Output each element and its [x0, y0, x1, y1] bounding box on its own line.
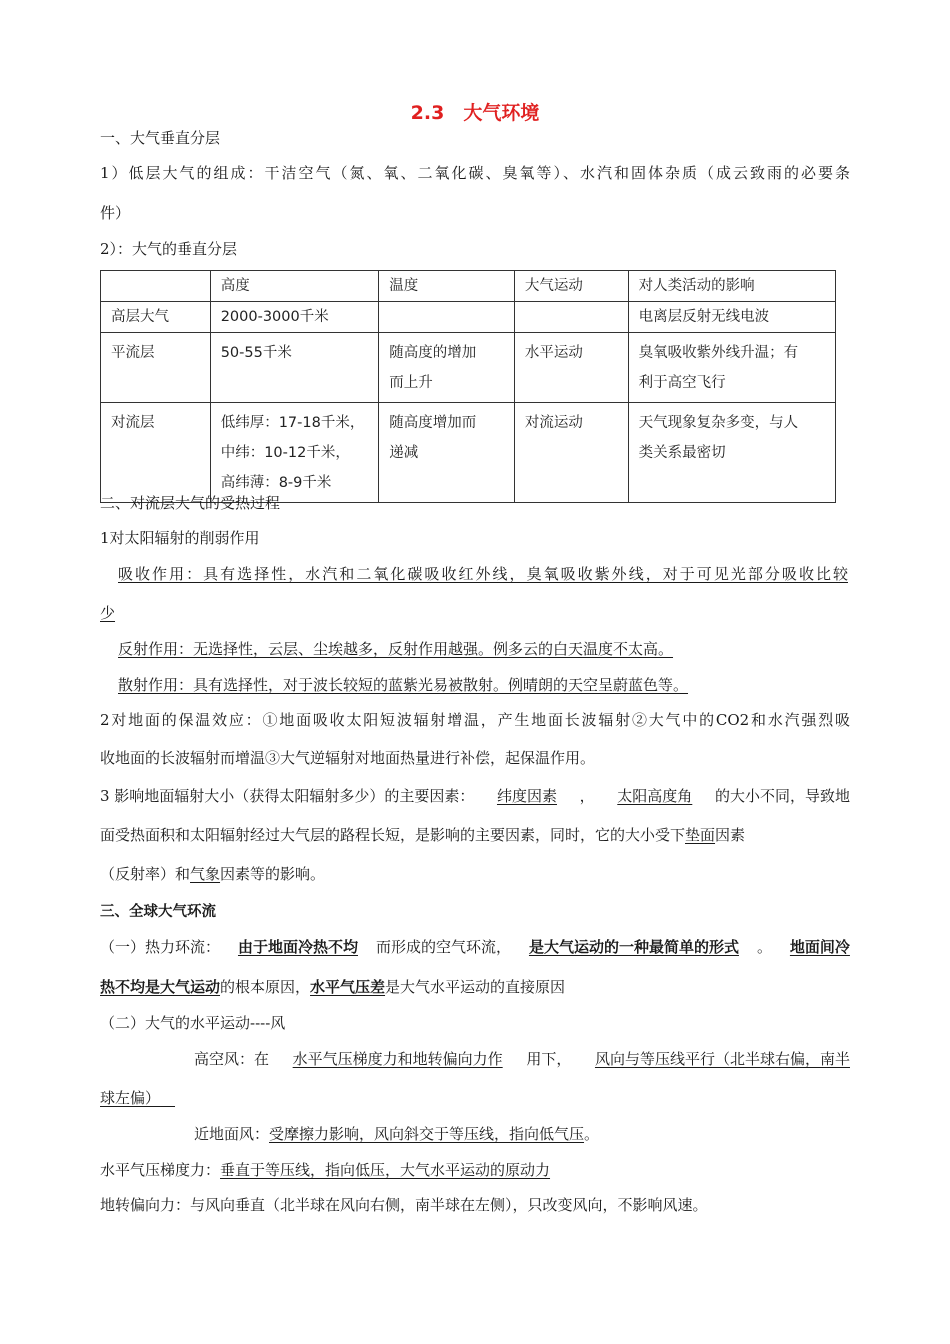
text-run: 是大气水平运动的直接原因	[385, 978, 566, 996]
text-run: 用下，	[526, 1050, 572, 1068]
table-cell	[379, 333, 515, 403]
paragraph-composition: 1）低层大气的组成：干洁空气（氮、氧、二氧化碳、臭氧等）、水汽和固体杂质（成云致雨的必要条	[100, 164, 850, 182]
cell-line: 递减	[389, 445, 419, 461]
cell-line: 随高度的增加	[389, 345, 477, 361]
text-run: 。	[756, 938, 772, 956]
text-run-underlined: 纬度因素	[496, 787, 557, 805]
text-run: 水平气压梯度力：	[100, 1161, 221, 1179]
section-heading-3: 三、全球大气环流	[100, 904, 216, 920]
text-run: （反射率）和	[100, 865, 191, 883]
paragraph-factors	[100, 786, 850, 806]
table-header-cell: 对人类活动的影响	[628, 271, 835, 302]
table-cell	[379, 403, 515, 503]
paragraph-weakening: 1对太阳辐射的削弱作用	[100, 529, 260, 547]
page-title: 2.3 大气环境	[410, 102, 540, 124]
table-cell	[628, 333, 835, 403]
text-run: ，	[579, 787, 595, 805]
paragraph-upper-wind	[194, 1049, 850, 1069]
text-run: 而形成的空气环流，	[375, 938, 511, 956]
text-run: 面受热面积和太阳辐射经过大气层的路程长短，是影响的主要因素，同时，它的大小受下	[100, 826, 686, 844]
table-row	[101, 333, 836, 403]
text-run-bold: 热不均是大气运动	[100, 978, 221, 996]
text-run: （一）热力环流：	[100, 938, 221, 956]
table-cell: 水平运动	[514, 333, 628, 403]
table-cell: 对流层	[101, 403, 211, 503]
text-run-bold: 由于地面冷热不均	[237, 938, 358, 956]
paragraph-absorption: 吸收作用：具有选择性，水汽和二氧化碳吸收红外线，臭氧吸收紫外线，对于可见光部分吸收比较	[118, 565, 848, 583]
text-run-underlined: 水平气压梯度力和地转偏向力作	[292, 1050, 503, 1068]
cell-line: 利于高空飞行	[638, 375, 726, 391]
cell-line: 低纬厚：17-18千米，	[220, 415, 365, 431]
table-cell: 平流层	[101, 333, 211, 403]
text-run: 3 影响地面辐射大小（获得太阳辐射多少）的主要因素：	[100, 787, 475, 805]
text-run-underlined: 受摩擦力影响，风向斜交于等压线，指向低气压	[269, 1125, 585, 1143]
paragraph-scattering: 散射作用：具有选择性，对于波长较短的蓝紫光易被散射。例晴朗的天空呈蔚蓝色等。	[118, 676, 689, 694]
table-cell: 电离层反射无线电波	[628, 302, 835, 333]
paragraph-insulation-cont: 收地面的长波辐射而增温③大气逆辐射对地面热量进行补偿，起保温作用。	[100, 749, 596, 767]
text-run: 的大小不同，导致地	[714, 787, 850, 805]
text-run-underlined: 垂直于等压线，指向低压，大气水平运动的原动力	[220, 1161, 551, 1179]
paragraph-pressure-gradient	[100, 1160, 550, 1180]
paragraph-thermal-circulation	[100, 937, 850, 957]
text-run: 高空风：在	[194, 1050, 270, 1068]
table-header-cell: 温度	[379, 271, 515, 302]
cell-line: 随高度增加而	[389, 415, 477, 431]
table-row	[101, 302, 836, 333]
paragraph-absorption-cont: 少	[100, 604, 116, 622]
text-run: 因素	[715, 826, 746, 844]
table-cell: 2000-3000千米	[210, 302, 379, 333]
section-heading-2: 二、对流层大气的受热过程	[100, 494, 281, 512]
text-run-bold: 水平气压差	[310, 978, 386, 996]
section-heading-1: 一、大气垂直分层	[100, 129, 221, 147]
table-cell	[210, 403, 379, 503]
text-run: 因素等的影响。	[220, 865, 326, 883]
paragraph-horizontal-motion: （二）大气的水平运动----风	[100, 1014, 286, 1032]
cell-line: 类关系最密切	[638, 445, 726, 461]
text-run-underlined: 垫面	[685, 826, 716, 844]
table-cell	[628, 403, 835, 503]
paragraph-layers: 2）：大气的垂直分层	[100, 240, 238, 258]
atmosphere-layers-table	[100, 270, 836, 503]
text-run: 。	[584, 1125, 600, 1143]
text-run-underlined: 气象	[190, 865, 221, 883]
cell-line: 高纬薄：8-9千米	[220, 475, 332, 491]
cell-line: 而上升	[389, 375, 433, 391]
paragraph-factors-cont	[100, 825, 745, 845]
text-run: 的根本原因，	[220, 978, 311, 996]
table-cell: 高层大气	[101, 302, 211, 333]
text-run-underlined: 球左偏）	[100, 1089, 161, 1107]
table-cell	[379, 302, 515, 333]
text-run: 近地面风：	[194, 1125, 270, 1143]
paragraph-factors-end	[100, 864, 325, 884]
cell-line: 臭氧吸收紫外线升温；有	[638, 345, 799, 361]
paragraph-reflection: 反射作用：无选择性，云层、尘埃越多，反射作用越强。例多云的白天温度不太高。	[118, 640, 674, 658]
table-cell: 对流运动	[514, 403, 628, 503]
table-header-cell: 高度	[210, 271, 379, 302]
paragraph-upper-wind-cont	[100, 1088, 175, 1108]
table-header-row	[101, 271, 836, 302]
table-header-cell: 大气运动	[514, 271, 628, 302]
text-run-underlined: 风向与等压线平行（北半球右偏，南半	[594, 1050, 850, 1068]
text-run-bold: 是大气运动的一种最简单的形式	[528, 938, 739, 956]
cell-line: 天气现象复杂多变，与人	[638, 415, 799, 431]
table-cell: 50-55千米	[210, 333, 379, 403]
table-row	[101, 403, 836, 503]
paragraph-insulation: 2对地面的保温效应：①地面吸收太阳短波辐射增温，产生地面长波辐射②大气中的CO2和水汽强烈吸	[100, 711, 850, 729]
table-header-cell	[101, 271, 211, 302]
paragraph-coriolis: 地转偏向力：与风向垂直（北半球在风向右侧，南半球在左侧），只改变风向，不影响风速。	[100, 1196, 708, 1214]
text-run-underlined: 太阳高度角	[617, 787, 693, 805]
paragraph-surface-wind	[194, 1124, 599, 1144]
paragraph-thermal-circulation-cont	[100, 977, 565, 997]
cell-line: 中纬：10-12千米，	[220, 445, 350, 461]
paragraph-composition-cont: 件）	[100, 204, 131, 222]
text-run-bold: 地面间冷	[789, 938, 850, 956]
table-cell	[514, 302, 628, 333]
